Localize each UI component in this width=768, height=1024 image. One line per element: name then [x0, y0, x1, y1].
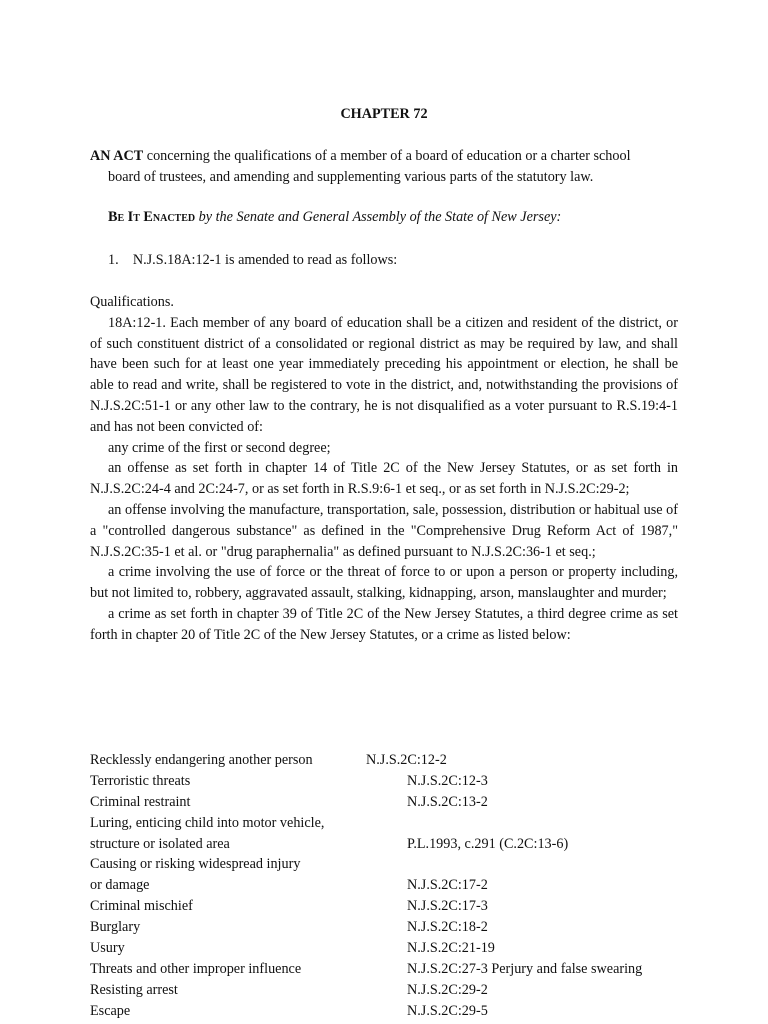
crime-name: Criminal mischief — [90, 898, 193, 915]
enacting-clause — [108, 209, 678, 226]
crime-row — [90, 792, 690, 813]
crime-citation: N.J.S.2C:29-5 — [407, 1002, 488, 1019]
paragraph: a crime as set forth in chapter 39 of Title 2C of the New Jersey Statutes, a third degree crime as set forth in chapter 20 of Title 2C of the New Jersey Statutes, or a crime as listed below: — [90, 605, 678, 643]
crime-name: Criminal restraint — [90, 793, 191, 810]
crime-citation: N.J.S.2C:18-2 — [407, 919, 488, 936]
crime-row — [90, 834, 690, 855]
crime-citation: N.J.S.2C:13-2 — [407, 793, 488, 810]
crime-citation: N.J.S.2C:12-2 — [366, 752, 447, 768]
crime-name: or damage — [90, 877, 150, 894]
paragraph: an offense as set forth in chapter 14 of Title 2C of the New Jersey Statutes, or as set forth in N.J.S.2C:24-4 and 2C:24-7, or as set forth in R.S.9:6-1 et seq., or as set forth in N.J.S.2C:29-2; — [90, 460, 678, 498]
act-lead: AN ACT — [90, 148, 144, 164]
enacted-lead: Be It Enacted — [108, 209, 196, 225]
crime-name: structure or isolated area — [90, 835, 230, 852]
crime-row — [90, 854, 690, 875]
crime-name: Recklessly endangering another person — [90, 752, 313, 768]
crime-row — [90, 813, 690, 834]
section-1-heading: 1. N.J.S.18A:12-1 is amended to read as follows: — [108, 252, 398, 268]
crime-row — [90, 917, 690, 938]
crime-citation: N.J.S.2C:27-3 Perjury and false swearing — [407, 960, 643, 977]
crime-citation: N.J.S.2C:17-2 — [407, 877, 488, 894]
paragraph: a crime involving the use of force or the threat of force to or upon a person or property including, but not limited to, robbery, aggravated assault, stalking, kidnapping, arson, manslaughter and murder; — [90, 564, 678, 602]
paragraph: an offense involving the manufacture, transportation, sale, possession, distribution or habitual use of a "controlled dangerous substance" as defined in the "Comprehensive Drug Reform Act of 1987," N.J.S.2C:35-1 et al. or "drug paraphernalia" as defined pursuant to N.J.S.2C:36-1 et seq.; — [90, 501, 678, 560]
qualifications-heading: Qualifications. — [90, 294, 174, 310]
crime-row — [90, 980, 690, 1001]
act-line2: board of trustees, and amending and supplementing various parts of the statutory law. — [108, 169, 594, 185]
crime-citation: P.L.1993, c.291 (C.2C:13-6) — [407, 835, 569, 852]
crime-row — [90, 1001, 690, 1022]
crime-citation: N.J.S.2C:12-3 — [407, 772, 488, 789]
crime-name: Threats and other improper influence — [90, 960, 302, 977]
crime-row — [90, 938, 690, 959]
enacted-text: by the Senate and General Assembly of the State of New Jersey: — [195, 209, 562, 225]
crime-citation: N.J.S.2C:29-2 — [407, 981, 488, 998]
crime-row — [90, 875, 690, 896]
crime-name: Escape — [90, 1002, 131, 1019]
crime-row — [90, 771, 690, 792]
crime-name: Usury — [90, 940, 125, 957]
crime-name: Burglary — [90, 919, 141, 936]
crime-citation: N.J.S.2C:21-19 — [407, 940, 495, 957]
paragraph: any crime of the first or second degree; — [108, 439, 331, 456]
crime-name: Terroristic threats — [90, 772, 191, 789]
chapter-title: CHAPTER 72 — [340, 106, 428, 122]
crime-list — [90, 750, 690, 1022]
crime-row — [90, 750, 690, 771]
crime-row — [90, 896, 690, 917]
crime-citation: N.J.S.2C:17-3 — [407, 898, 488, 915]
crime-name: Resisting arrest — [90, 981, 178, 998]
paragraph: 18A:12-1. Each member of any board of education shall be a citizen and resident of the district, or of such constituent district of a consolidated or regional district as may be required by law, and shall have been such for at least one year immediately preceding his appointment or election, he shall be able to read and write, shall be registered to vote in the district, and, notwithstanding the provisions of N.J.S.2C:51-1 or any other law to the contrary, he is not disqualified as a voter pursuant to R.S.19:4-1 and has not been convicted of: — [90, 314, 678, 435]
statute-body — [90, 292, 678, 646]
act-title — [90, 146, 678, 188]
crime-name: Luring, enticing child into motor vehicle, — [90, 814, 325, 831]
crime-row — [90, 959, 690, 980]
crime-name: Causing or risking widespread injury — [90, 856, 301, 873]
act-line1: concerning the qualifications of a member of a board of education or a charter school — [143, 148, 631, 164]
